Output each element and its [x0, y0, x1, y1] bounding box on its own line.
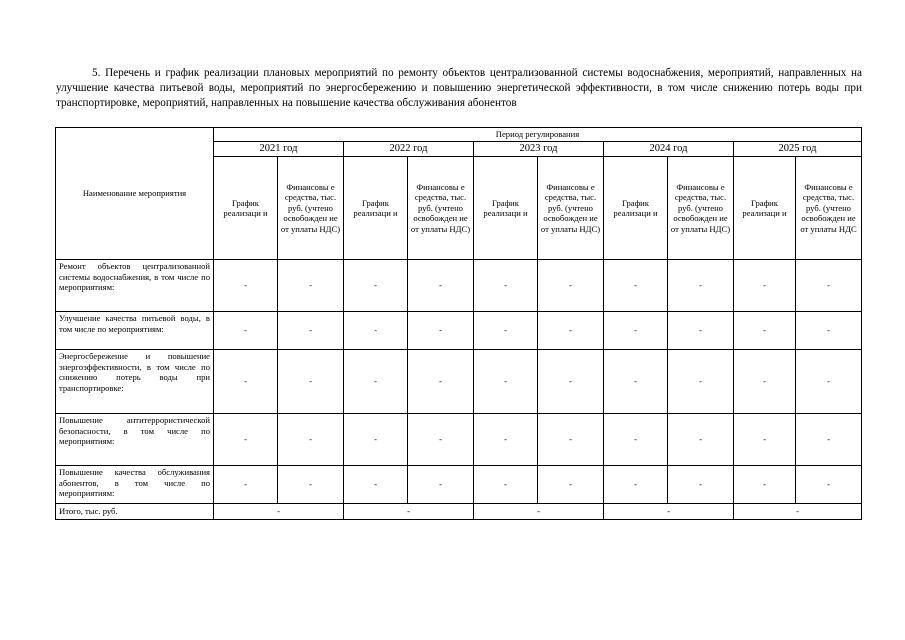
- finance-column-header: Финансовы е средства, тыс. руб. (учтено освобожден ие от уплаты НДС: [796, 157, 862, 260]
- schedule-column-header: График реализаци и: [474, 157, 538, 260]
- table-cell: -: [408, 260, 474, 312]
- measure-name: Энергосбережение и повышение энергоэффективности, в том числе по снижению потерь воды при транспортировке:: [56, 350, 214, 414]
- table-cell: -: [278, 350, 344, 414]
- total-cell: -: [734, 504, 862, 520]
- table-cell: -: [408, 466, 474, 504]
- table-cell: -: [278, 466, 344, 504]
- table-cell: -: [474, 350, 538, 414]
- finance-column-header: Финансовы е средства, тыс. руб. (учтено освобожден ие от уплаты НДС): [408, 157, 474, 260]
- year-header: 2024 год: [604, 142, 734, 157]
- table-cell: -: [538, 312, 604, 350]
- measure-name: Повышение антитеррористической безопасности, в том числе по мероприятиям:: [56, 414, 214, 466]
- table-cell: -: [796, 466, 862, 504]
- table-cell: -: [734, 350, 796, 414]
- finance-column-header: Финансовы е средства, тыс. руб. (учтено освобожден ие от уплаты НДС): [538, 157, 604, 260]
- total-cell: -: [344, 504, 474, 520]
- table-cell: -: [538, 260, 604, 312]
- year-header: 2022 год: [344, 142, 474, 157]
- table-cell: -: [538, 350, 604, 414]
- table-cell: -: [408, 312, 474, 350]
- total-row: [56, 504, 862, 520]
- table-cell: -: [408, 414, 474, 466]
- table-row: [56, 260, 862, 312]
- table-cell: -: [344, 414, 408, 466]
- table-cell: -: [214, 350, 278, 414]
- period-header: Период регулирования: [214, 128, 862, 142]
- table-cell: -: [668, 260, 734, 312]
- table-row: [56, 312, 862, 350]
- table-cell: -: [668, 350, 734, 414]
- table-cell: -: [668, 414, 734, 466]
- table-row: [56, 466, 862, 504]
- year-header: 2023 год: [474, 142, 604, 157]
- table-cell: -: [474, 312, 538, 350]
- total-cell: -: [214, 504, 344, 520]
- table-cell: -: [214, 312, 278, 350]
- table-cell: -: [278, 312, 344, 350]
- measure-name: Ремонт объектов централизованной системы водоснабжения, в том числе по мероприятиям:: [56, 260, 214, 312]
- finance-column-header: Финансовы е средства, тыс. руб. (учтено освобожден ие от уплаты НДС): [668, 157, 734, 260]
- table-cell: -: [538, 414, 604, 466]
- table-cell: -: [214, 466, 278, 504]
- schedule-column-header: График реализаци и: [344, 157, 408, 260]
- table-cell: -: [538, 466, 604, 504]
- measure-name: Улучшение качества питьевой воды, в том числе по мероприятиям:: [56, 312, 214, 350]
- table-cell: -: [604, 350, 668, 414]
- table-cell: -: [604, 260, 668, 312]
- table-cell: -: [474, 414, 538, 466]
- measure-name: Повышение качества обслуживания абонентов, в том числе по мероприятиям:: [56, 466, 214, 504]
- schedule-column-header: График реализаци и: [734, 157, 796, 260]
- table-cell: -: [214, 414, 278, 466]
- table-cell: -: [344, 260, 408, 312]
- section-heading: 5. Перечень и график реализации плановых мероприятий по ремонту объектов централизованной системы водоснабжения, мероприятий, направленных на улучшение качества питьевой воды, мероприятий по энергосбережению и повышению энергетической эффективности, в том числе снижению потерь воды при транспортировке, мероприятий, направленных на повышение качества обслуживания абонентов: [56, 67, 862, 109]
- name-column-header: Наименование мероприятия: [56, 128, 214, 260]
- table-cell: -: [474, 466, 538, 504]
- table-cell: -: [734, 312, 796, 350]
- schedule-column-header: График реализаци и: [604, 157, 668, 260]
- table-cell: -: [668, 312, 734, 350]
- table-cell: -: [796, 414, 862, 466]
- table-cell: -: [796, 312, 862, 350]
- table-row: [56, 414, 862, 466]
- table-cell: -: [734, 414, 796, 466]
- total-label: Итого, тыс. руб.: [56, 504, 214, 520]
- table-cell: -: [604, 466, 668, 504]
- year-header: 2025 год: [734, 142, 862, 157]
- table-cell: -: [604, 414, 668, 466]
- table-cell: -: [344, 312, 408, 350]
- table-cell: -: [278, 260, 344, 312]
- table-cell: -: [668, 466, 734, 504]
- table-cell: -: [734, 466, 796, 504]
- table-cell: -: [796, 260, 862, 312]
- table-cell: -: [344, 466, 408, 504]
- table-cell: -: [796, 350, 862, 414]
- total-cell: -: [474, 504, 604, 520]
- finance-column-header: Финансовы е средства, тыс. руб. (учтено освобожден ие от уплаты НДС): [278, 157, 344, 260]
- table-cell: -: [734, 260, 796, 312]
- table-cell: -: [344, 350, 408, 414]
- table-cell: -: [474, 260, 538, 312]
- total-cell: -: [604, 504, 734, 520]
- table-cell: -: [214, 260, 278, 312]
- implementation-plan-table: [55, 127, 862, 520]
- table-cell: -: [604, 312, 668, 350]
- year-header: 2021 год: [214, 142, 344, 157]
- table-cell: -: [278, 414, 344, 466]
- schedule-column-header: График реализаци и: [214, 157, 278, 260]
- table-row: [56, 350, 862, 414]
- table-cell: -: [408, 350, 474, 414]
